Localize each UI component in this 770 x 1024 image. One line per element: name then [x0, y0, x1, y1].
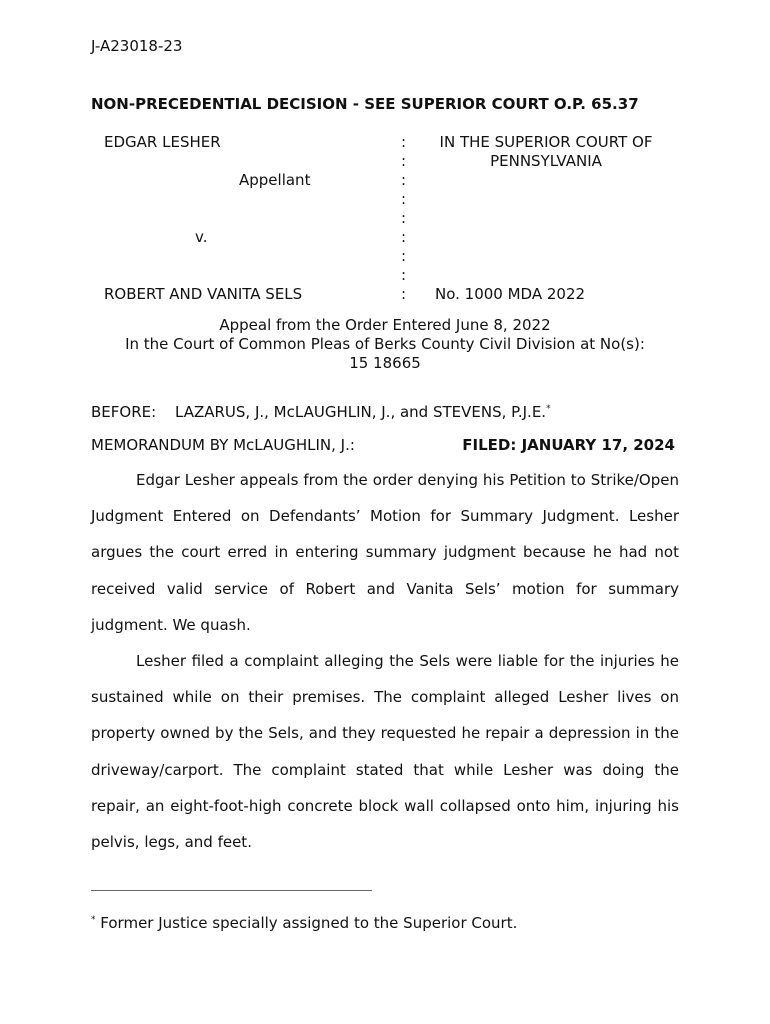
- non-precedential-banner: NON-PRECEDENTIAL DECISION - SEE SUPERIOR COURT O.P. 65.37: [91, 95, 639, 113]
- appellant-name: EDGAR LESHER: [104, 133, 221, 151]
- appeal-line2: In the Court of Common Pleas of Berks County Civil Division at No(s):: [125, 335, 645, 353]
- appeal-line3: 15 18665: [349, 354, 421, 372]
- footnote-ref: *: [546, 404, 551, 414]
- caption-colon: :: [401, 171, 407, 189]
- appellant-role: Appellant: [239, 171, 311, 189]
- caption-colon: :: [401, 209, 407, 227]
- court-name-line2: PENNSYLVANIA: [490, 152, 602, 170]
- docket-number: No. 1000 MDA 2022: [435, 285, 586, 303]
- versus: v.: [195, 228, 208, 246]
- panel-judges: [175, 403, 551, 421]
- body-paragraph: Lesher filed a complaint alleging the Sels were liable for the injuries he sustained while on their premises. The complaint alleged Lesher lives on property owned by the Sels, and they requested he repair a depression in the driveway/carport. The complaint stated that while Lesher was doing the repair, an eight-foot-high concrete block wall collapsed onto him, injuring his pelvis, legs, and feet.: [91, 652, 679, 852]
- filed-date: FILED: JANUARY 17, 2024: [462, 436, 675, 454]
- caption-colon: :: [401, 190, 407, 208]
- footnote-text: Former Justice specially assigned to the Superior Court.: [100, 914, 518, 932]
- caption-colon: :: [401, 228, 407, 246]
- panel-judges-text: LAZARUS, J., McLAUGHLIN, J., and STEVENS, P.J.E.: [175, 403, 547, 421]
- footnote-marker: *: [91, 915, 96, 925]
- caption-colon: :: [401, 266, 407, 284]
- caption-colon: :: [401, 285, 407, 303]
- caption-colon: :: [401, 247, 407, 265]
- caption-colon: :: [401, 152, 407, 170]
- memorandum-author: MEMORANDUM BY McLAUGHLIN, J.:: [91, 436, 355, 454]
- appellee-name: ROBERT AND VANITA SELS: [104, 285, 303, 303]
- docket-id: J-A23018-23: [91, 37, 183, 55]
- body-paragraph: Edgar Lesher appeals from the order denying his Petition to Strike/Open Judgment Entered on Defendants’ Motion for Summary Judgment. Lesher argues the court erred in entering summary judgment because he had not received valid service of Robert and Vanita Sels’ motion for summary judgment. We quash.: [91, 471, 679, 634]
- caption-colon: :: [401, 133, 407, 151]
- court-name-line1: IN THE SUPERIOR COURT OF: [439, 133, 653, 151]
- footnote-divider: [91, 890, 372, 891]
- footnote: [91, 914, 517, 932]
- before-label: BEFORE:: [91, 403, 157, 421]
- appeal-line1: Appeal from the Order Entered June 8, 2022: [219, 316, 551, 334]
- caption-colon-column: [401, 133, 413, 304]
